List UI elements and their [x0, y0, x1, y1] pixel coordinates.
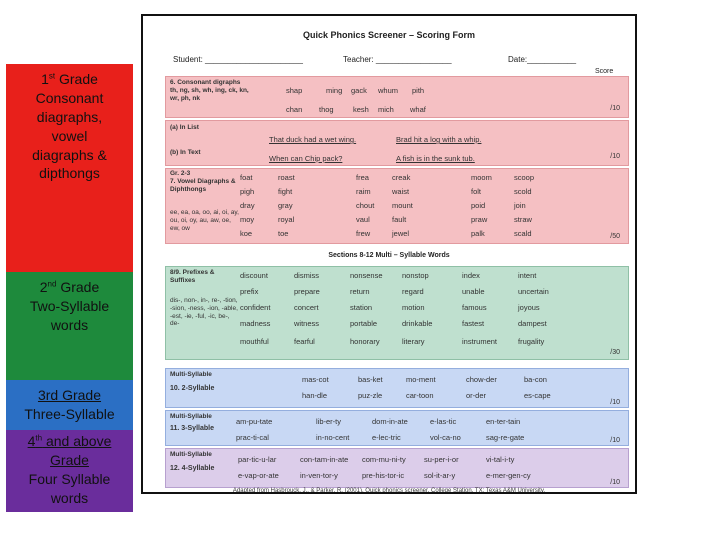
word: puz-zle [358, 391, 383, 400]
word: index [462, 271, 480, 280]
word: roast [278, 173, 295, 182]
word: moy [240, 215, 255, 224]
word: e-lec-tric [372, 433, 401, 442]
word: mount [392, 201, 413, 210]
word: es-cape [524, 391, 551, 400]
word: thog [319, 105, 334, 114]
student-field: Student: ______________________ [173, 55, 303, 64]
word: raim [356, 187, 371, 196]
section-6-label: 6. Consonant digraphs th, ng, sh, wh, ing, ck, kn, wr, ph, nk [170, 79, 249, 102]
word: scald [514, 229, 532, 238]
grade-1-title: 1st Grade [41, 71, 98, 87]
word: shap [286, 86, 303, 95]
word: fight [278, 187, 293, 196]
grade-1-line: diagraphs & [32, 146, 107, 163]
word: instrument [462, 337, 498, 346]
word: whaf [410, 105, 426, 114]
word: vaul [356, 215, 370, 224]
word: drinkable [402, 319, 433, 328]
word: waist [392, 187, 410, 196]
section-12-label: 12. 4-Syllable [170, 465, 215, 472]
in-list-label: (a) In List [170, 124, 199, 131]
word: royal [278, 215, 295, 224]
word: honorary [350, 337, 380, 346]
word: lib-er-ty [316, 417, 342, 426]
form-title: Quick Phonics Screener – Scoring Form [302, 30, 476, 40]
word: frew [356, 229, 371, 238]
word: jewel [392, 229, 410, 238]
date-field: Date:___________ [508, 55, 577, 64]
sentence: That duck had a wet wing. [269, 135, 357, 144]
grade-3-band [6, 380, 133, 430]
section-7-grade: Gr. 2-3 [170, 170, 191, 177]
word: dray [240, 201, 255, 210]
section-11-tag: Multi-Syllable [170, 413, 212, 420]
section-10 [165, 368, 629, 408]
word: koe [240, 229, 253, 238]
word: or-der [466, 391, 487, 400]
word: regard [402, 287, 424, 296]
word: famous [462, 303, 487, 312]
word: scoop [514, 173, 535, 182]
grade-1-band [6, 64, 133, 272]
word: mich [378, 105, 394, 114]
section-score: /10 [610, 479, 620, 486]
word: in-no-cent [316, 433, 350, 442]
section-11 [165, 410, 629, 446]
word: fastest [462, 319, 485, 328]
word: frea [356, 173, 369, 182]
word: palk [471, 229, 485, 238]
word: prac-ti-cal [236, 433, 269, 442]
word: e-mer-gen-cy [486, 471, 531, 480]
grade-4-band [6, 430, 133, 512]
word: car-toon [406, 391, 434, 400]
grade-1-line: diagraphs, [36, 108, 103, 125]
section-score: /10 [610, 437, 620, 444]
word: nonstop [402, 271, 429, 280]
word: join [514, 201, 526, 210]
section-score: /10 [610, 399, 620, 406]
word: praw [471, 215, 488, 224]
sentence: Brad hit a log with a whip. [396, 135, 482, 144]
word: confident [240, 303, 271, 312]
section-6 [165, 76, 629, 118]
word: return [350, 287, 370, 296]
scoring-form [141, 14, 637, 494]
word: foat [240, 173, 253, 182]
word: en-ter-tain [486, 417, 521, 426]
word: kesh [353, 105, 369, 114]
word: vol-ca-no [430, 433, 461, 442]
section-10-tag: Multi-Syllable [170, 371, 212, 378]
section-8-patterns: dis-, non-, in-, re-, -tion, -sion, -ness, -ion, -able, -est, -ie, -ful, -ic, be-, de- [170, 297, 238, 328]
grade-2-title: 2nd Grade [39, 279, 100, 295]
grade-4-line: Four Syllable [28, 470, 111, 487]
section-6-text [165, 120, 629, 166]
word: straw [514, 215, 532, 224]
word: portable [350, 319, 378, 328]
section-7 [165, 168, 629, 244]
word: gray [278, 201, 293, 210]
word: gack [351, 86, 367, 95]
grade-3-title: 3rd Grade [37, 387, 102, 403]
word: in-ven-tor-y [300, 471, 338, 480]
word: mas-cot [302, 375, 329, 384]
section-12-tag: Multi-Syllable [170, 451, 212, 458]
word: poid [471, 201, 486, 210]
word: sag-re-gate [486, 433, 525, 442]
word: com-mu-ni-ty [362, 455, 406, 464]
word: witness [294, 319, 320, 328]
grade-2-line: Two-Syllable [29, 297, 110, 314]
word: moom [471, 173, 492, 182]
word: unable [462, 287, 485, 296]
sentence: A fish is in the sunk tub. [396, 154, 475, 163]
word: motion [402, 303, 425, 312]
section-12 [165, 448, 629, 488]
word: joyous [518, 303, 540, 312]
word: dom-in-ate [372, 417, 408, 426]
word: am-pu-tate [236, 417, 273, 426]
word: bas-ket [358, 375, 383, 384]
word: chan [286, 105, 303, 114]
multisyllable-heading: Sections 8-12 Multi – Syllable Words [328, 252, 450, 259]
word: station [350, 303, 373, 312]
grade-4-line: words [50, 489, 89, 506]
word: mo-ment [406, 375, 436, 384]
score-label: Score [595, 68, 614, 75]
teacher-field: Teacher: _________________ [343, 55, 452, 64]
section-11-label: 11. 3-Syllable [170, 425, 214, 432]
word: pith [412, 86, 425, 95]
section-8-9 [165, 266, 629, 360]
grade-4-line: Grade [50, 451, 89, 468]
word: dampest [518, 319, 547, 328]
section-8-label: 8/9. Prefixes & Suffixes [170, 269, 215, 284]
form-footer: Adapted from Hasbrouck, J., & Parker, R. (2001). Quick phonics screener. College Station, TX: Texas A&M University. [232, 488, 546, 494]
word: e-las-tic [430, 417, 457, 426]
section-score: /10 [610, 153, 620, 160]
sentence: When can Chip pack? [269, 154, 343, 163]
word: madness [240, 319, 271, 328]
word: literary [402, 337, 425, 346]
word: whum [378, 86, 399, 95]
word: chow-der [466, 375, 497, 384]
word: concert [294, 303, 319, 312]
word: frugality [518, 337, 545, 346]
word: pigh [240, 187, 255, 196]
grade-3-line: Three-Syllable [24, 405, 115, 422]
word: con-tam-in-ate [300, 455, 349, 464]
grade-1-line: Consonant [35, 89, 104, 106]
word: scold [514, 187, 532, 196]
word: par-tic-u-lar [238, 455, 277, 464]
word: mouthful [240, 337, 269, 346]
word: ming [326, 86, 343, 95]
word: e-vap-or-ate [238, 471, 279, 480]
word: intent [518, 271, 537, 280]
word: vi-tal-i-ty [486, 455, 515, 464]
word: chout [356, 201, 375, 210]
word: su-per-i-or [424, 455, 459, 464]
word: creak [392, 173, 411, 182]
section-score: /50 [610, 233, 620, 240]
grade-1-line: dipthongs [39, 165, 100, 182]
grade-1-line: vowel [51, 127, 88, 144]
word: prepare [294, 287, 320, 296]
word: ba-con [524, 375, 547, 384]
section-7-label: 7. Vowel Diagraphs & Diphthongs [170, 178, 236, 193]
word: nonsense [350, 271, 383, 280]
in-text-label: (b) In Text [170, 149, 201, 156]
word: toe [278, 229, 289, 238]
word: fault [392, 215, 407, 224]
grade-2-band [6, 272, 133, 380]
grade-4-title: 4th and above [27, 433, 112, 449]
section-score: /10 [610, 105, 620, 112]
word: dismiss [294, 271, 320, 280]
word: prefix [240, 287, 259, 296]
section-7-patterns: ee, ea, oa, oo, ai, oi, ay, ou, oi, oy, au, aw, oe, ew, ow [170, 209, 239, 232]
word: folt [471, 187, 482, 196]
grade-2-line: words [50, 316, 89, 333]
word: discount [240, 271, 268, 280]
section-10-label: 10. 2-Syllable [170, 385, 215, 392]
word: uncertain [518, 287, 549, 296]
section-score: /30 [610, 349, 620, 356]
word: han-dle [302, 391, 328, 400]
word: sol-it-ar-y [424, 471, 456, 480]
word: pre-his-tor-ic [362, 471, 405, 480]
word: fearful [294, 337, 315, 346]
